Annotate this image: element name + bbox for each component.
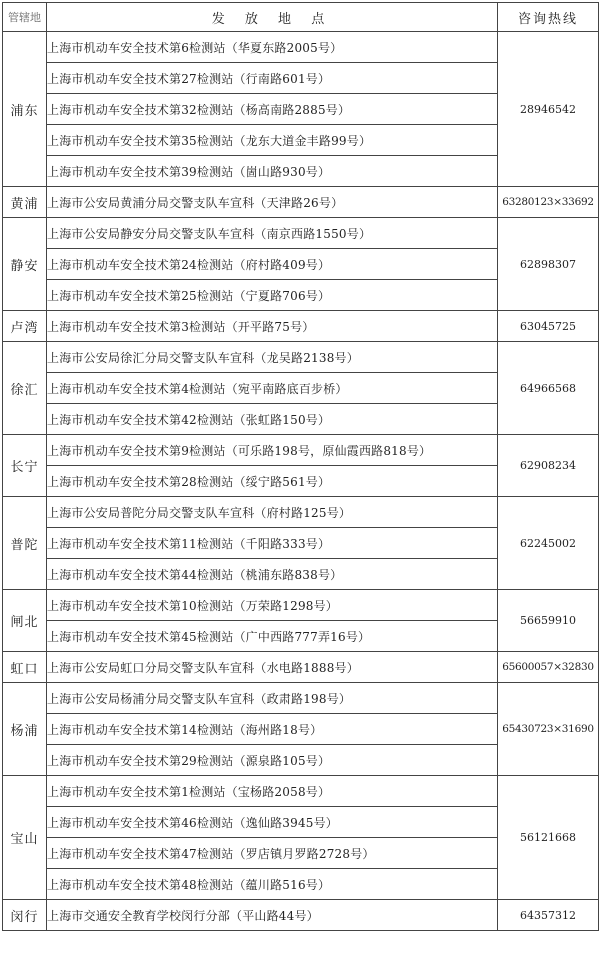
location-cell: 上海市机动车安全技术第10检测站（万荣路1298号） [47, 590, 498, 621]
location-cell: 上海市机动车安全技术第1检测站（宝杨路2058号） [47, 776, 498, 807]
distribution-locations-table [2, 2, 599, 931]
location-cell: 上海市机动车安全技术第48检测站（蕴川路516号） [47, 869, 498, 900]
hotline-cell: 63280123×33692 [498, 187, 599, 218]
district-cell: 虹口 [3, 652, 47, 683]
location-cell: 上海市机动车安全技术第29检测站（源泉路105号） [47, 745, 498, 776]
table-row [3, 342, 599, 373]
location-cell: 上海市公安局徐汇分局交警支队车宣科（龙吴路2138号） [47, 342, 498, 373]
location-cell: 上海市机动车安全技术第9检测站（可乐路198号，原仙霞西路818号） [47, 435, 498, 466]
district-cell: 闸北 [3, 590, 47, 652]
district-cell: 黄浦 [3, 187, 47, 218]
location-cell: 上海市机动车安全技术第4检测站（宛平南路底百步桥） [47, 373, 498, 404]
district-cell: 浦东 [3, 32, 47, 187]
header-phone: 咨询热线 [498, 3, 599, 32]
hotline-cell: 28946542 [498, 32, 599, 187]
location-cell: 上海市机动车安全技术第11检测站（千阳路333号） [47, 528, 498, 559]
hotline-cell: 63045725 [498, 311, 599, 342]
table-row [3, 218, 599, 249]
hotline-cell: 64966568 [498, 342, 599, 435]
location-cell: 上海市机动车安全技术第25检测站（宁夏路706号） [47, 280, 498, 311]
district-cell: 徐汇 [3, 342, 47, 435]
table-row [3, 32, 599, 63]
hotline-cell: 65600057×32830 [498, 652, 599, 683]
header-location: 发 放 地 点 [47, 3, 498, 32]
district-cell: 闵行 [3, 900, 47, 931]
table-row [3, 900, 599, 931]
location-cell: 上海市机动车安全技术第46检测站（逸仙路3945号） [47, 807, 498, 838]
table-row [3, 776, 599, 807]
hotline-cell: 56121668 [498, 776, 599, 900]
table-row [3, 435, 599, 466]
location-cell: 上海市机动车安全技术第24检测站（府村路409号） [47, 249, 498, 280]
location-cell: 上海市机动车安全技术第39检测站（崮山路930号） [47, 156, 498, 187]
table-row [3, 683, 599, 714]
table-row [3, 187, 599, 218]
location-cell: 上海市公安局静安分局交警支队车宣科（南京西路1550号） [47, 218, 498, 249]
location-cell: 上海市机动车安全技术第45检测站（广中西路777弄16号） [47, 621, 498, 652]
location-cell: 上海市公安局黄浦分局交警支队车宣科（天津路26号） [47, 187, 498, 218]
location-cell: 上海市机动车安全技术第6检测站（华夏东路2005号） [47, 32, 498, 63]
location-cell: 上海市机动车安全技术第35检测站（龙东大道金丰路99号） [47, 125, 498, 156]
district-cell: 长宁 [3, 435, 47, 497]
district-cell: 宝山 [3, 776, 47, 900]
district-cell: 普陀 [3, 497, 47, 590]
location-cell: 上海市机动车安全技术第28检测站（绥宁路561号） [47, 466, 498, 497]
hotline-cell: 62245002 [498, 497, 599, 590]
hotline-cell: 62898307 [498, 218, 599, 311]
hotline-cell: 56659910 [498, 590, 599, 652]
location-cell: 上海市公安局虹口分局交警支队车宣科（水电路1888号） [47, 652, 498, 683]
district-cell: 杨浦 [3, 683, 47, 776]
table-body [3, 32, 599, 931]
table-row [3, 652, 599, 683]
header-district: 管辖地 [3, 3, 47, 32]
district-cell: 静安 [3, 218, 47, 311]
location-cell: 上海市机动车安全技术第42检测站（张虹路150号） [47, 404, 498, 435]
location-cell: 上海市机动车安全技术第47检测站（罗店镇月罗路2728号） [47, 838, 498, 869]
table-header-row [3, 3, 599, 32]
table-row [3, 497, 599, 528]
location-cell: 上海市交通安全教育学校闵行分部（平山路44号） [47, 900, 498, 931]
location-cell: 上海市机动车安全技术第44检测站（桃浦东路838号） [47, 559, 498, 590]
table-row [3, 311, 599, 342]
district-cell: 卢湾 [3, 311, 47, 342]
location-cell: 上海市机动车安全技术第14检测站（海州路18号） [47, 714, 498, 745]
location-cell: 上海市机动车安全技术第32检测站（杨高南路2885号） [47, 94, 498, 125]
location-cell: 上海市公安局杨浦分局交警支队车宣科（政肃路198号） [47, 683, 498, 714]
hotline-cell: 62908234 [498, 435, 599, 497]
table-row [3, 590, 599, 621]
hotline-cell: 64357312 [498, 900, 599, 931]
hotline-cell: 65430723×31690 [498, 683, 599, 776]
location-cell: 上海市公安局普陀分局交警支队车宣科（府村路125号） [47, 497, 498, 528]
location-cell: 上海市机动车安全技术第3检测站（开平路75号） [47, 311, 498, 342]
location-cell: 上海市机动车安全技术第27检测站（行南路601号） [47, 63, 498, 94]
